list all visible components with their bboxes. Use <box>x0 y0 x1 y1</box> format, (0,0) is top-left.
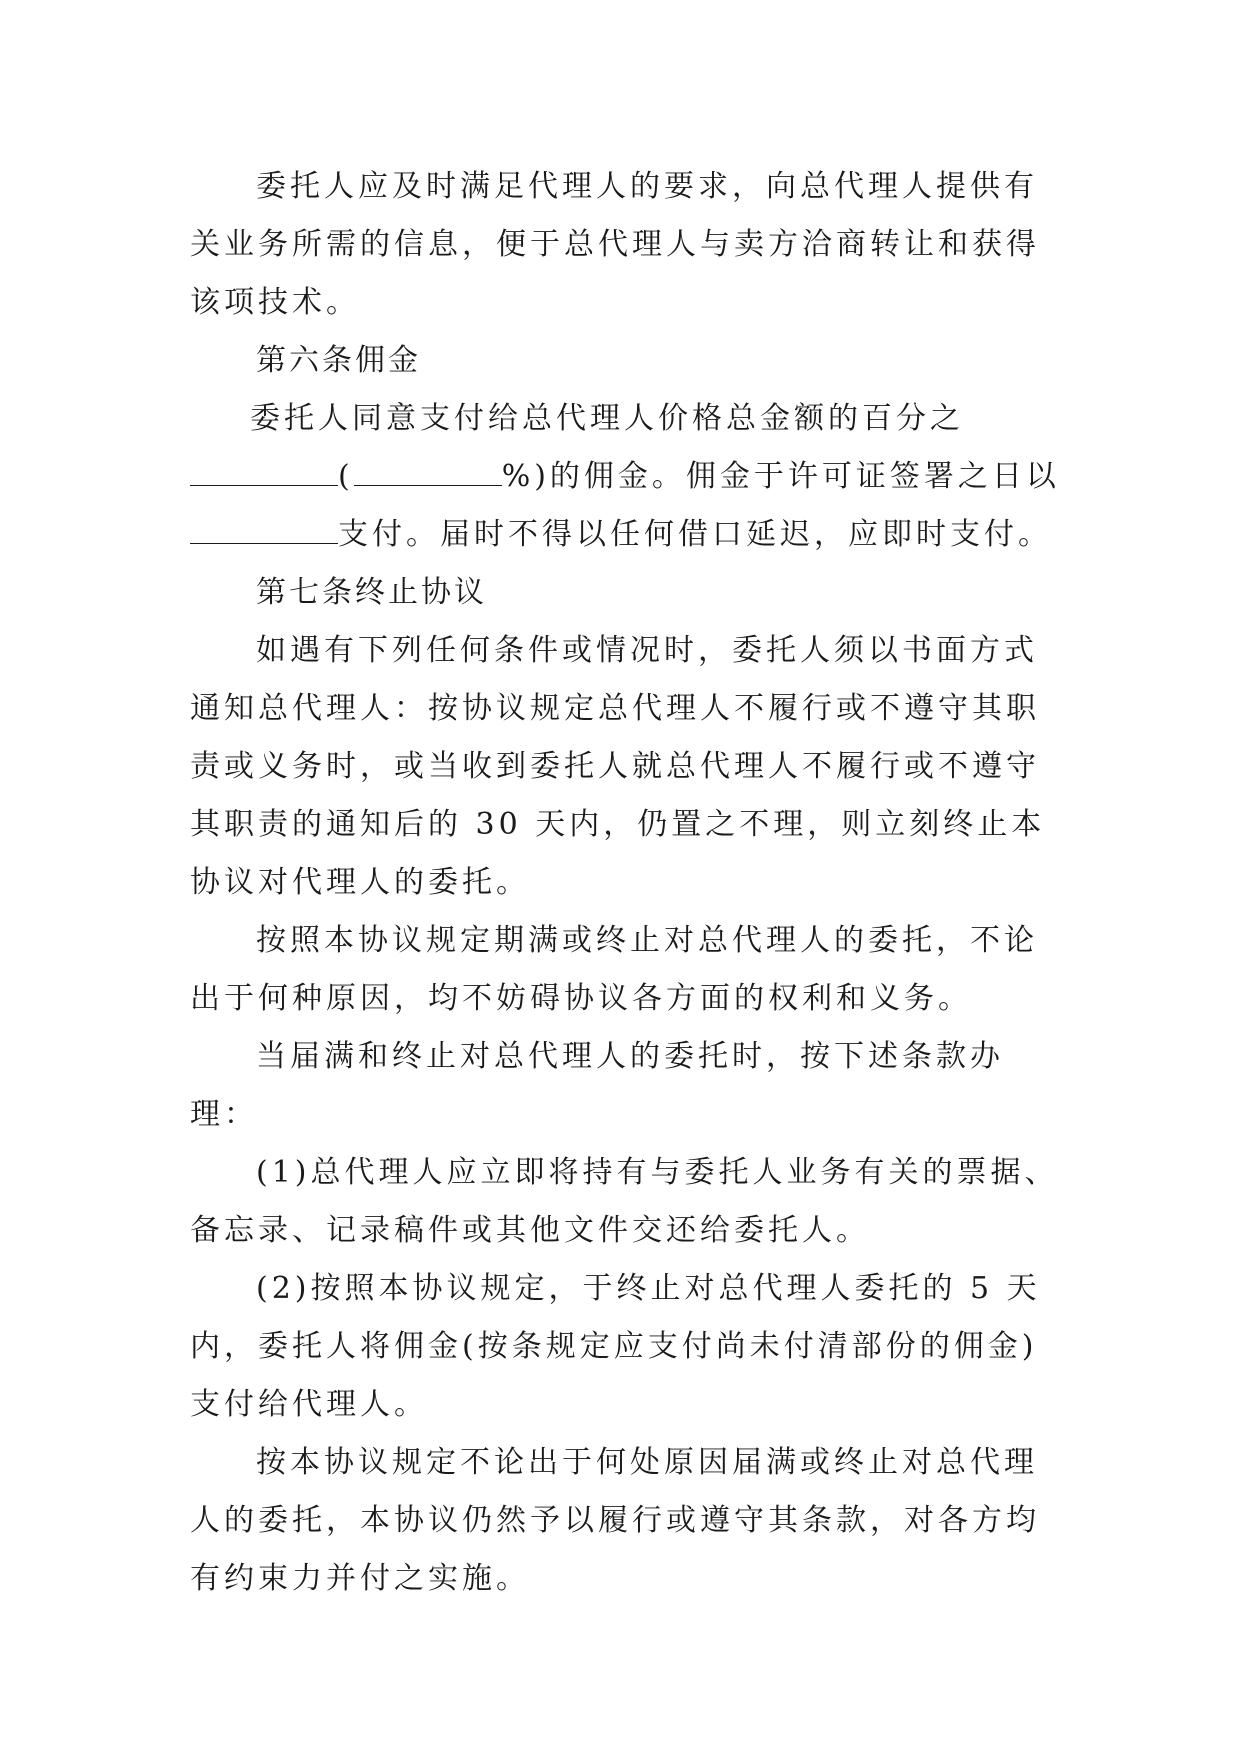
paragraph-return-documents: (1)总代理人应立即将持有与委托人业务有关的票据、备忘录、记录稿件或其他文件交还给委托人。 <box>190 1155 1059 1248</box>
paragraph-binding-effect: 按本协议规定不论出于何处原因届满或终止对总代理人的委托，本协议仍然予以履行或遵守其条款，对各方均有约束力并付之实施。 <box>190 1445 1040 1596</box>
blank-amount-field <box>190 455 338 486</box>
commission-line-3 <box>190 506 1060 564</box>
commission-line-3-text: 支付。届时不得以任何借口延迟，应即时支付。 <box>338 517 1052 552</box>
commission-line-2-text: %)的佣金。佣金于许可证签署之日以 <box>501 459 1060 494</box>
paragraph-termination-procedure: 当届满和终止对总代理人的委托时，按下述条款办理： <box>190 1039 1004 1132</box>
paragraph-termination-conditions: 如遇有下列任何条件或情况时，委托人须以书面方式通知总代理人：按协议规定总代理人不履行或不遵守其职责或义务时，或当收到委托人就总代理人不履行或不遵守其职责的通知后的 30 天内，仍置之不理，则立刻终止本协议对代理人的委托。 <box>190 633 1046 900</box>
paragraph-information-obligation: 委托人应及时满足代理人的要求，向总代理人提供有关业务所需的信息，便于总代理人与卖方洽商转让和获得该项技术。 <box>190 169 1040 320</box>
paragraph-commission <box>190 390 1060 564</box>
paragraph-pay-commission: (2)按照本协议规定，于终止对总代理人委托的 5 天内，委托人将佣金(按条规定应支付尚未付清部份的佣金)支付给代理人。 <box>190 1271 1041 1422</box>
document-body <box>190 158 1060 1608</box>
commission-line-2 <box>190 448 1060 506</box>
article-6-heading: 第六条佣金 <box>256 343 421 378</box>
article-7-heading: 第七条终止协议 <box>256 575 487 610</box>
blank-percent-field <box>354 455 502 486</box>
commission-paren-open: ( <box>338 459 354 494</box>
paragraph-rights-unaffected: 按照本协议规定期满或终止对总代理人的委托，不论出于何种原因，均不妨碍协议各方面的权利和义务。 <box>190 923 1038 1016</box>
blank-payment-time-field <box>190 513 338 544</box>
commission-line-1: 委托人同意支付给总代理人价格总金额的百分之 <box>250 401 964 436</box>
